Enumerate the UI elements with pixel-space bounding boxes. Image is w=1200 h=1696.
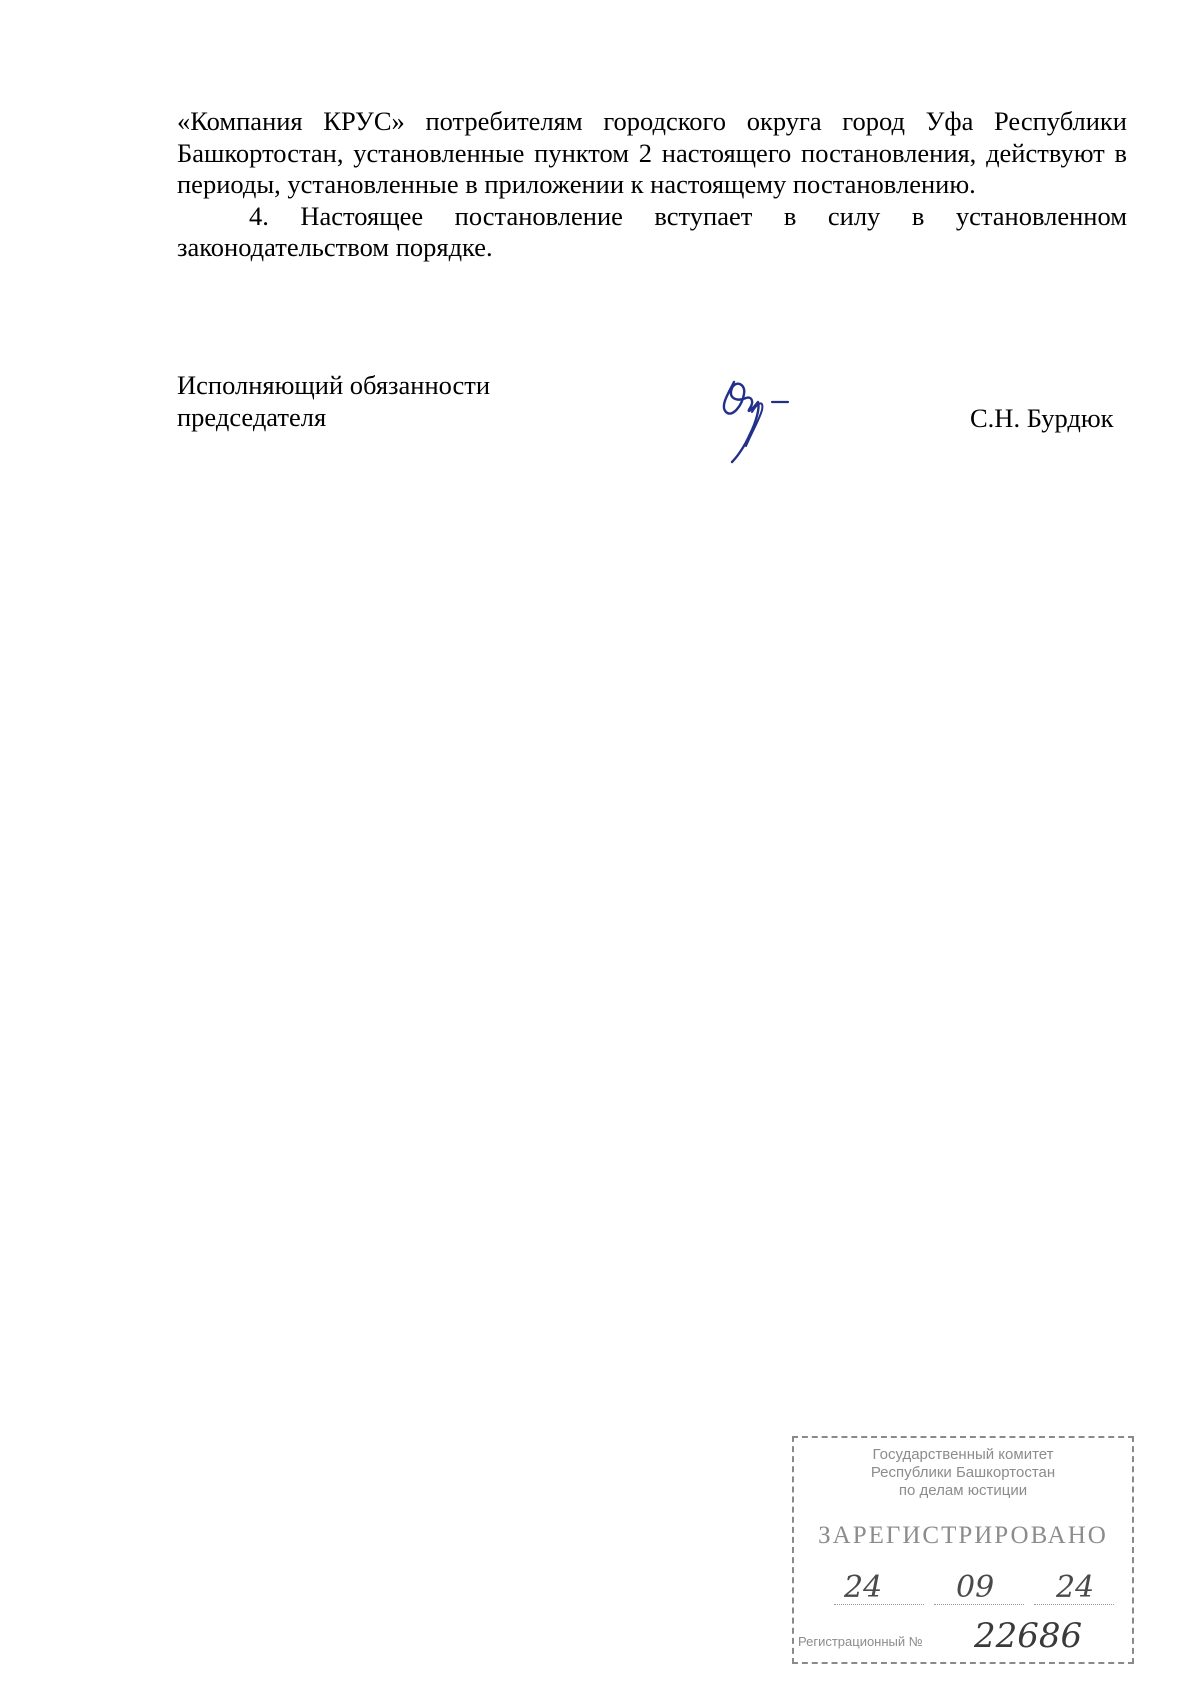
date-underline-day xyxy=(834,1604,924,1605)
stamp-org-line-1: Государственный комитет xyxy=(872,1446,1054,1463)
paragraph-continuation: «Компания КРУС» потребителям городского округа город Уфа Республики Башкортостан, установленные пунктом 2 настоящего постановления, действуют в периоды, установленные в приложении к настоящему постановлению. xyxy=(177,106,1127,199)
stamp-date-month: 09 xyxy=(956,1570,995,1605)
stamp-registered-label: ЗАРЕГИСТРИРОВАНО xyxy=(818,1522,1108,1549)
date-underline-month xyxy=(934,1604,1024,1605)
position-line-1: Исполняющий обязанности xyxy=(177,370,491,400)
stamp-org-line-2: Республики Башкортостан xyxy=(870,1464,1056,1481)
date-underline-year xyxy=(1034,1604,1114,1605)
stamp-date-year: 24 xyxy=(1056,1570,1095,1605)
stamp-reg-number: 22686 xyxy=(974,1616,1083,1656)
stamp-organization xyxy=(794,1446,1132,1500)
registration-stamp xyxy=(792,1436,1134,1664)
stamp-date-day: 24 xyxy=(844,1570,883,1605)
signatory-name: С.Н. Бурдюк xyxy=(970,403,1114,433)
stamp-org-line-3: по делам юстиции xyxy=(898,1482,1028,1499)
position-line-2: председателя xyxy=(177,401,327,432)
handwritten-signature xyxy=(712,372,792,464)
signatory-position xyxy=(177,370,490,433)
paragraph-4: 4. Настоящее постановление вступает в силу в установленном законодательством порядке. xyxy=(177,200,1127,262)
document-body xyxy=(177,106,1127,264)
stamp-reg-label: Регистрационный № xyxy=(798,1634,923,1649)
